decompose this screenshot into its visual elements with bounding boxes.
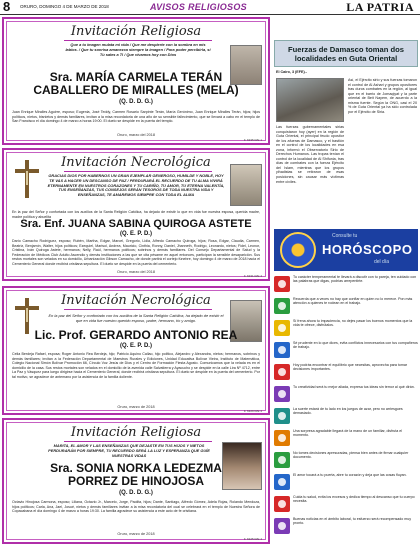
obituary-card-2 [2, 148, 270, 281]
section-title: AVISOS RELIGIOSOS [150, 2, 247, 12]
horoscope-item [274, 516, 418, 537]
card-body-text: Darío Camacho Rodríguez, esposo; Rubén, Martha, Edgar, Marcel, Gregorio, Lidia, Alfredo Camacho Quiroga, hijos; Rosa, Edgar, Claudia, Carmen, Beatriz, Benjamín, Walter, hijos políticos; Ezequiel, Marisol, Andrea, Mauricio, Cinthia, Ronny, Daniel, Jhanneth, Rodrigo, Leonardo, nietos; Fidel, Leonor, Cristina, Iván Quiroga Astete, hermanos; Nelly, Raúl, hermanos políticos; sobrinos y demás familiares. Del Consejo Departamental de Salud y la Federación de Médicos Club Adulto Ascendio y demás instituciones a las que se cita pésame en aquel entonces, participan la sensible desaparición. Sus restos mortales son velados en su domicilio, Urbanización Gibson Camacho, de donde partirá el cortejo fúnebre, hoy domingo 4 de marzo de 2018 hacia el Cementerio General donde recibirá cristiana sepultura. El duelo se despide en la puerta del cementerio. [12, 239, 260, 266]
horoscope-subtitle: del día [374, 259, 390, 265]
horoscope-text: La suerte estará de tu lado en los juegos de azar, pero no arriesgues demasiado. [293, 407, 403, 416]
horoscope-title: HORÓSCOPO [322, 242, 413, 257]
zodiac-sign-icon [274, 386, 290, 402]
deceased-name: Lic. Prof. GERARDO ANTONIO REA [34, 328, 238, 342]
ddg-label: (Q. E. P. D.) [120, 343, 152, 349]
zodiac-sign-icon [274, 408, 290, 424]
card-verse: MARITA, EL AMOR Y LAS ENSEÑANZAS QUE DEJASTE EN TUS HIJOS Y NIETOS PERDURARÁN POR SIEMPRE, TU RECUERDO SERÁ LA LUZ Y ESPERANZA QUE GUÍE NUESTRAS VIDAS [48, 443, 210, 458]
portrait-photo [230, 164, 262, 206]
horoscope-item [274, 384, 418, 405]
ddg-label: (Q. D. D. G.) [119, 490, 153, 496]
title-underline [64, 441, 212, 442]
deceased-name-line-2: CABALLERO DE MIRALLES (MELA) [33, 83, 239, 97]
horoscope-item [274, 296, 418, 317]
horoscope-text: No tomes decisiones apresuradas, piensa bien antes de firmar cualquier documento. [293, 451, 409, 460]
horoscope-text: Buenas noticias en el ámbito laboral, tu esfuerzo será recompensado muy pronto. [293, 517, 412, 526]
horoscope-banner [274, 229, 418, 271]
title-underline [64, 40, 212, 41]
intro-text: En la paz del Señor y confortado con los auxilios de la Santa Religión Católica, ha dejado de existir el que en vida fue nuestro querido esposo, padre, hermano, tío y amigo. [48, 313, 224, 323]
horoscope-item [274, 494, 418, 515]
horoscope-item [274, 340, 418, 361]
page-header [0, 0, 420, 14]
news-photo [276, 78, 344, 122]
intro-text: En la paz del Señor y confortada con los auxilios de la Santa Religión Católica, ha dejado de existir lo que en vida fue nuestra esposa, querida madre, madre política y abuelita [12, 210, 260, 219]
horoscope-text: Tu carácter temperamental te llevará a discutir con tu pareja, ten cuidado con las palabras que digas, podrías arrepentirte. [293, 275, 417, 284]
ad-code: F. 6331 R/E 4 [243, 274, 262, 278]
horoscope-text: Hoy podrás encontrar el equilibrio que necesitas, aprovecha para tomar decisiones importantes. [293, 363, 408, 372]
card-body-text: Octavio Hinojosa Carmona, esposo; Liliana, Octavio Jr., Marcelo, Jorge, Paolita, hijos; Dante, Santiago, Alfredo Gómez, Adela Rojas, Rolando Mendoza, hijos políticos; Carla, Ana, Jael, Josué, nietos y demás familiares invitan a la misa recordatoria del cual se celebrará en el templo de Nuestra Señora de Copacabana el día domingo 4 de marzo a horas 19:30. La familia agradece su asistencia a este acto de fe cristiana. [12, 500, 260, 513]
horoscope-item [274, 428, 418, 449]
card-title: Invitación Necrológica [61, 155, 211, 170]
obituary-card-3 [2, 286, 270, 415]
horoscope-item [274, 406, 418, 427]
zodiac-sign-icon [274, 298, 290, 314]
obituary-card-1 [2, 17, 270, 145]
news-dateline: El Cairo, 3 (EFE).- [276, 70, 307, 74]
zodiac-sign-icon [274, 496, 290, 512]
ad-code: F. 6325 R/E 4 [243, 537, 262, 541]
news-column-2: Así, el Ejército sirio y sus fuerzas tomaron el control de Al Ashari y grupos opositores tras duros combates en la región, al igual que en el barrio de Jomaqiyat y la parte oriental de Beit Nayem, de acuerdo a la misma fuente. Según la ONG, casi el 20 % de Guta Oriental ya ha sido controlada por el Ejército de Siria. [348, 78, 417, 114]
zodiac-sign-icon [274, 364, 290, 380]
horoscope-text: Una sorpresa agradable llegará de la mano de un familiar, disfruta el momento. [293, 429, 403, 438]
news-headline: Fuerzas de Damasco toman dos localidades en Guta Oriental [287, 45, 405, 63]
horoscope-kicker: Consulte tu [332, 233, 358, 239]
card-body-text: Juan Enrique Miralles Aguirre, esposo; Eugenia, José Teddy, Carmen Rosario Sarpinte Terán, María Gerónimo, Juan Enrique Miralles Terán, hijos; hijos políticos, nietos, bisnietos y demás familiares, invitan a la misa recordatoria de una año de su sensible fallecimiento, que se llevará a cabo en el templo de San Francisco el día domingo 4 de marzo a horas 19:00. El duelo se despide en la puerta del templo. [12, 110, 260, 123]
zodiac-sign-icon [274, 452, 290, 468]
obituary-card-4 [2, 418, 270, 544]
card-date: Oruro, marzo del 2018 [117, 270, 155, 274]
header-rule [0, 14, 420, 15]
card-title: Invitación Religiosa [70, 24, 202, 39]
zodiac-sign-icon [274, 342, 290, 358]
horoscope-text: Sí frena ahora tu impaciencia, no dejes pasar los buenos momentos que la vida te ofrece, disfrútalos. [293, 319, 413, 328]
horoscope-text: Sé prudente en lo que dices, evita conflictos innecesarios con tus compañeros de trabajo. [293, 341, 418, 350]
card-date: Oruro, marzo de 2018 [117, 405, 155, 409]
title-underline [64, 309, 212, 310]
horoscope-item [274, 318, 418, 339]
horoscope-item [274, 362, 418, 383]
horoscope-text: Recuerda que a veces no hay que confiar en quien no lo merece. Pon más atención a quienes te rodean en el trabajo. [293, 297, 413, 306]
zodiac-sign-icon [274, 430, 290, 446]
card-verse: Que a tu imagen mulata mi vida / Que me despierte con la sombra en mis labios. / Que tu sonrisa amanezca siempre la imagen / Para poder percibirla, si Tú sales a Ti / Que vivamos hoy con Dios [65, 42, 211, 57]
page-number: 8 [3, 0, 11, 14]
card-verse: GRACIAS DIOS POR HABERNOS UN GRAN EJEMPLAR GENEROSO, HUMILDE Y NOBLE, HOY TE VAS A HACER UN DESCANSO DE PAZ / PERDURARÁ EL RECUERDO DE TU ALMA VIVIRÁ ETERNAMENTE EN NUESTROS CORAZONES Y TU CARIÑO, TU AMOR, TU ETERNA VALENTÍA, TUS ENSEÑANZAS, TUS CONSEJOS SERÁN TESOROS DE TODA NUESTRA VIDA Y ENSEÑANZAS, TE AMAREMOS SIEMPRE CON TODA EL ALMA [47, 173, 225, 198]
card-title: Invitación Religiosa [70, 425, 202, 440]
deceased-name-line-1: Sra. MARÍA CARMELA TERÁN [49, 70, 223, 84]
deceased-name-line-1: Sra. SONIA NORKA LEDEZMA [50, 461, 222, 475]
horoscope-text: Tu creatividad será tu mejor aliada, expresa tus ideas sin temor al qué dirán. [293, 385, 415, 389]
card-title: Invitación Necrológica [61, 293, 211, 308]
ddg-label: (Q. D. D. G.) [119, 99, 153, 105]
zodiac-sign-icon [274, 474, 290, 490]
zodiac-sign-icon [274, 518, 290, 534]
horoscope-text: Cuida tu salud, evita los excesos y dedica tiempo al descanso que tu cuerpo necesita. [293, 495, 415, 504]
news-column-1: Las fuerzas gubernamentales sirias conquistaron hoy (ayer) en la región de Guta Oriental, el principal feudo opositor de los afueras de Damasco, y el bastión en el control de los localidades en esa zona, informó el Observatorio Sirio de Derechos Humanos. Las tropas tenían el control de la localidad de Al Shifunia, tras días de combates con la fuerza Ejército del Islam, mientras que los grupos yihadistas se retiraron de esas posiciones, sin causar más víctimas entre civiles. [276, 125, 344, 184]
newspaper-logo: LA PATRIA [346, 0, 414, 14]
horoscope-item [274, 450, 418, 471]
ad-code: F. 6335 R/E 1 [243, 138, 262, 142]
zodiac-sign-icon [274, 320, 290, 336]
deceased-name: Sra. Enf. JUANA SABINA QUIROGA ASTETE [20, 218, 252, 230]
deceased-name-line-2: PORREZ DE HINOJOSA [67, 474, 205, 488]
zodiac-sign-icon [274, 276, 290, 292]
ddg-label: (Q. E. P. D.) [120, 231, 152, 237]
horoscope-item [274, 274, 418, 295]
news-headline-box [274, 40, 418, 67]
dateline: ORURO, DOMINGO 4 DE MARZO DE 2018 [20, 4, 109, 9]
ad-code: F. 6329 R/E 4 [243, 409, 262, 413]
title-underline [64, 171, 212, 172]
zodiac-wheel-icon [280, 232, 316, 268]
card-body-text: Celia Berdeja Rafael, esposa; Roger Antonio Rea Berdeja, hijo; Patricio Aquino Callao, hijo político, Alejandro y Alexandra, nietos; hermanos, sobrinos y demás familiares; invitan a la Federación Departamental de Maestros Rurales y Ediciones, Unidad Educativa Bolívar Vieira, Instituto de Matemática, Colegio Nacional Simón Bolívar Promoción 66, Círculo Voz Jesús de Dios y el Centro de Formación Fiesta Agosto. Comunicamos que la velada es en el domicilio de la casa. Sus restos mortales son velados en el domicilio de la avenida calle Salvatierra y Ayacucho y se despide en la calle Lira Nº 4712, entre La Paz y Vásquez para luego dirigirse hacia el Cementerio General, donde recibirá cristiana sepultura. El duelo se despide en la puerta del cementerio. Por tal motivo, se agradece de antemano por la asistencia de la familia doliente. [12, 352, 260, 379]
card-date: Oruro, marzo de 2018 [117, 532, 155, 536]
horoscope-item [274, 472, 418, 493]
card-date: Oruro, marzo del 2018 [117, 133, 155, 137]
horoscope-text: El amor tocará a tu puerta, abre tu corazón y deja que las cosas fluyan. [293, 473, 407, 477]
